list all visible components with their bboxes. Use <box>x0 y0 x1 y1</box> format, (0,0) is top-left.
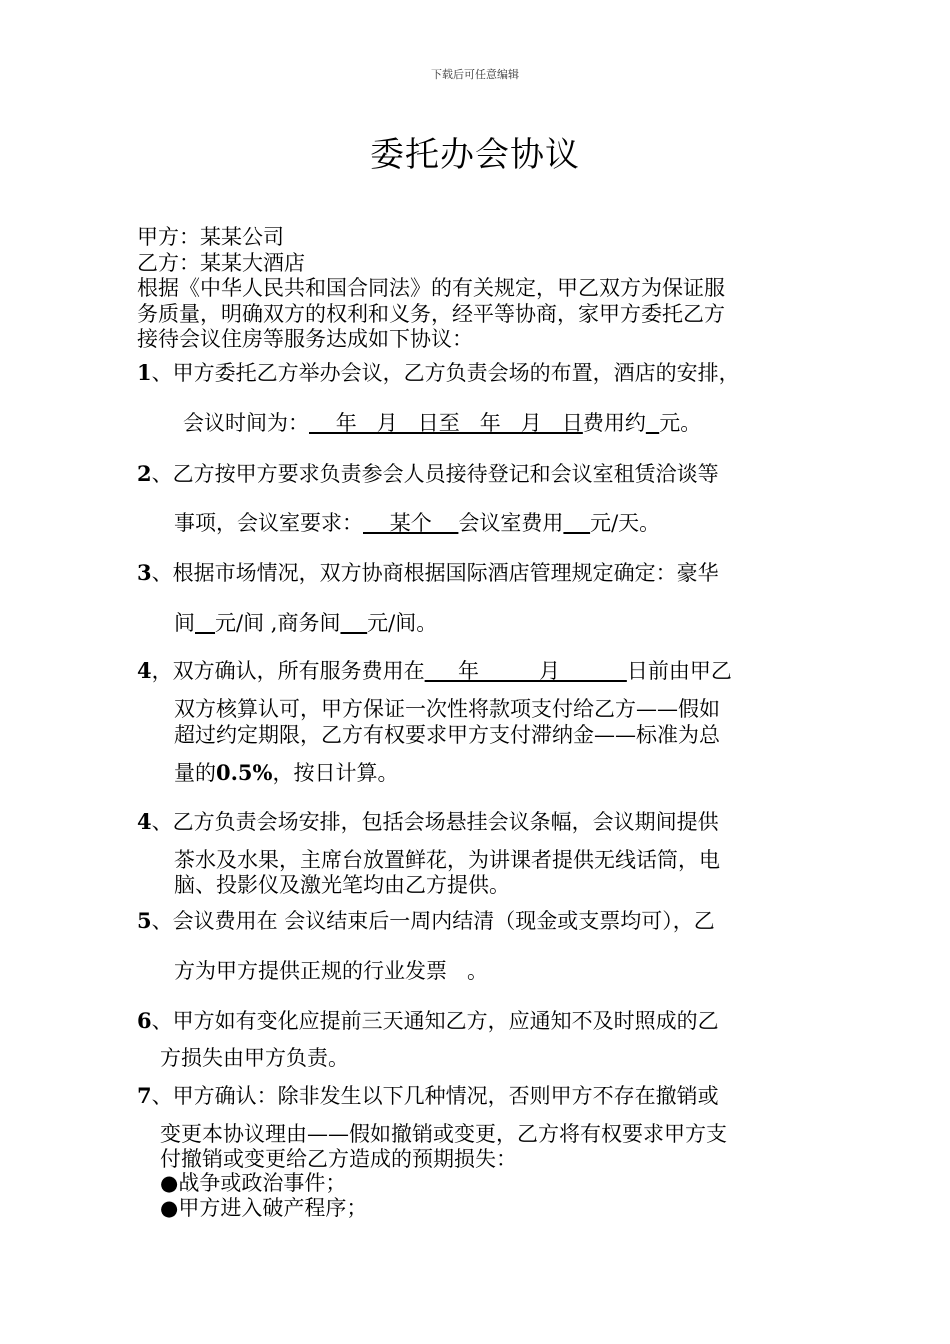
clause-5-line-2: 茶水及水果，主席台放置鲜花，为讲课者提供无线话筒，电 <box>174 848 720 872</box>
clause-1-line-2: 会议时间为： 年 月 日至 年 月 日费用约 元。 <box>183 411 702 435</box>
clause-2-line-1: 2、乙方按甲方要求负责参会人员接待登记和会议室租赁洽谈等 <box>137 461 719 486</box>
clause-4-line-1: 4，双方确认，所有服务费用在 年 月 日前由甲乙 <box>137 658 732 683</box>
clause-3-line-2: 间 元/间 ,商务间 元/间。 <box>174 611 438 635</box>
clause-4-line-2: 双方核算认可，甲方保证一次性将款项支付给乙方——假如 <box>174 697 720 721</box>
intro-line-1: 根据《中华人民共和国合同法》的有关规定，甲乙双方为保证服 <box>137 276 725 300</box>
party-b: 乙方：某某大酒店 <box>137 251 305 275</box>
document-title: 委托办会协议 <box>370 135 580 175</box>
clause-4-line-4: 量的0.5%，按日计算。 <box>174 760 399 785</box>
clause-5-line-3: 脑、投影仪及激光笔均由乙方提供。 <box>174 873 510 897</box>
bullet-item: ●战争或政治事件； <box>160 1171 347 1195</box>
clause-4-line-3: 超过约定期限，乙方有权要求甲方支付滞纳金——标准为总 <box>174 723 720 747</box>
intro-line-3: 接待会议住房等服务达成如下协议： <box>137 327 473 351</box>
clause-2-line-2: 事项，会议室要求： 某个 会议室费用 元/天。 <box>174 511 661 535</box>
clause-3-line-1: 3、根据市场情况，双方协商根据国际酒店管理规定确定：豪华 <box>137 560 719 585</box>
clause-8-line-1: 7、甲方确认：除非发生以下几种情况，否则甲方不存在撤销或 <box>137 1083 719 1108</box>
clause-8-line-3: 付撤销或变更给乙方造成的预期损失： <box>160 1147 517 1171</box>
clause-6-line-2: 方为甲方提供正规的行业发票 。 <box>174 959 489 983</box>
intro-line-2: 务质量，明确双方的权利和义务，经平等协商，家甲方委托乙方 <box>137 302 725 326</box>
clause-7-line-2: 方损失由甲方负责。 <box>160 1046 349 1070</box>
clause-7-line-1: 6、甲方如有变化应提前三天通知乙方，应通知不及时照成的乙 <box>137 1008 719 1033</box>
clause-1-line-1: 1、甲方委托乙方举办会议，乙方负责会场的布置，酒店的安排， <box>137 360 740 385</box>
party-a: 甲方：某某公司 <box>137 225 284 249</box>
clause-5-line-1: 4、乙方负责会场安排，包括会场悬挂会议条幅，会议期间提供 <box>137 809 719 834</box>
clause-8-line-2: 变更本协议理由——假如撤销或变更，乙方将有权要求甲方支 <box>160 1122 727 1146</box>
clause-6-line-1: 5、会议费用在 会议结束后一周内结清（现金或支票均可），乙 <box>137 908 715 933</box>
page-header: 下载后可任意编辑 <box>431 68 519 81</box>
bullet-item: ●甲方进入破产程序； <box>160 1196 368 1220</box>
